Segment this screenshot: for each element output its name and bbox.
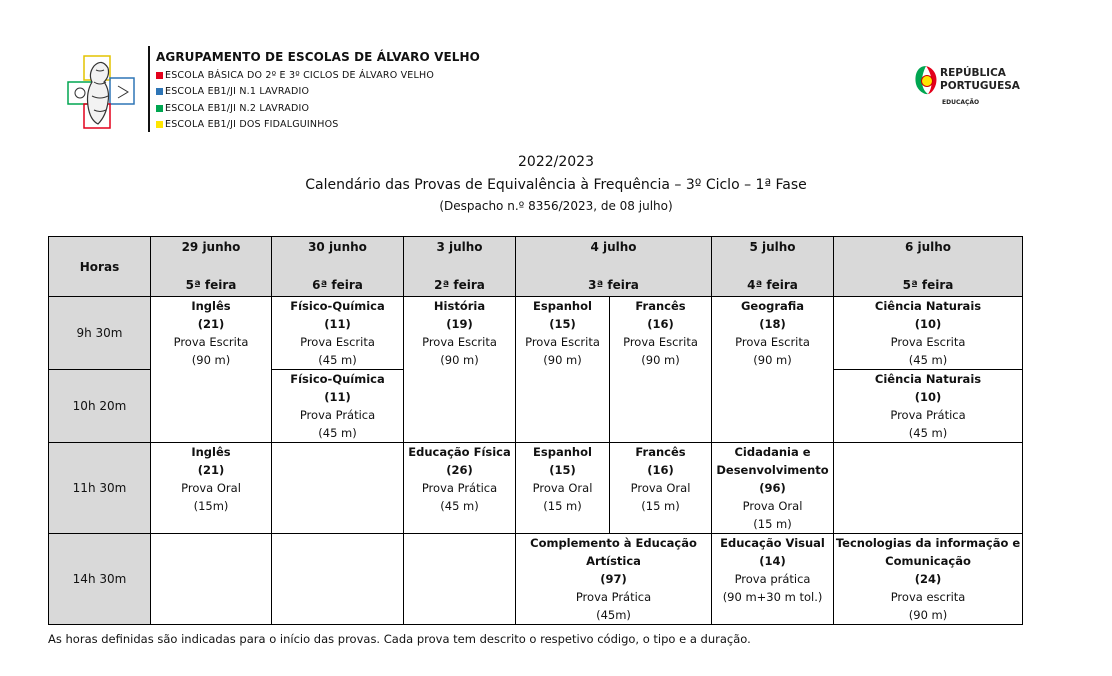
exam-cell: Físico-Química (11) Prova Prática (45 m) <box>272 370 404 443</box>
time-cell: 14h 30m <box>49 534 151 625</box>
school-block <box>156 50 480 133</box>
empty-cell <box>272 534 404 625</box>
yellow-square-icon <box>156 121 163 128</box>
school-line: ESCOLA EB1/JI N.1 LAVRADIO <box>156 84 480 101</box>
exam-cell: Cidadania e Desenvolvimento (96) Prova Oral (15 m) <box>712 443 834 534</box>
school-line: ESCOLA EB1/JI N.2 LAVRADIO <box>156 100 480 117</box>
header-divider <box>148 46 150 132</box>
day-header: 4 julho 3ª feira <box>516 237 712 297</box>
empty-cell <box>151 534 272 625</box>
exam-cell: Ciência Naturais (10) Prova Prática (45 m) <box>834 370 1023 443</box>
green-square-icon <box>156 105 163 112</box>
school-logo <box>66 52 138 130</box>
blue-square-icon <box>156 88 163 95</box>
republica-emblem-icon <box>912 64 940 96</box>
day-header: 5 julho 4ª feira <box>712 237 834 297</box>
day-header: 29 junho 5ª feira <box>151 237 272 297</box>
exam-cell: Espanhol (15) Prova Oral (15 m) <box>516 443 610 534</box>
page-title: Calendário das Provas de Equivalência à Frequência – 3º Ciclo – 1ª Fase <box>305 177 807 193</box>
exam-cell: Inglês (21) Prova Escrita (90 m) <box>151 297 272 443</box>
exam-cell: Francês (16) Prova Escrita (90 m) <box>610 297 712 443</box>
exam-cell: Inglês (21) Prova Oral (15m) <box>151 443 272 534</box>
time-cell: 9h 30m <box>49 297 151 370</box>
red-square-icon <box>156 72 163 79</box>
exam-cell: Geografia (18) Prova Escrita (90 m) <box>712 297 834 443</box>
exam-cell: Educação Visual (14) Prova prática (90 m+30 m tol.) <box>712 534 834 625</box>
footnote: As horas definidas são indicadas para o início das provas. Cada prova tem descrito o respetivo código, o tipo e a duração. <box>48 632 751 646</box>
school-line: ESCOLA EB1/JI DOS FIDALGUINHOS <box>156 117 480 134</box>
republica-logo: REPÚBLICA PORTUGUESA EDUCAÇÃO <box>912 64 940 100</box>
exam-cell: Espanhol (15) Prova Escrita (90 m) <box>516 297 610 443</box>
time-cell: 10h 20m <box>49 370 151 443</box>
hours-header: Horas <box>49 237 151 297</box>
exam-cell: Educação Física (26) Prova Prática (45 m) <box>404 443 516 534</box>
exam-cell: Físico-Química (11) Prova Escrita (45 m) <box>272 297 404 370</box>
empty-cell <box>404 534 516 625</box>
day-header: 30 junho 6ª feira <box>272 237 404 297</box>
day-header: 6 julho 5ª feira <box>834 237 1023 297</box>
empty-cell <box>272 443 404 534</box>
school-year: 2022/2023 <box>518 154 594 170</box>
school-group-name: AGRUPAMENTO DE ESCOLAS DE ÁLVARO VELHO <box>156 50 480 64</box>
exam-cell: Complemento à Educação Artística (97) Prova Prática (45m) <box>516 534 712 625</box>
day-header: 3 julho 2ª feira <box>404 237 516 297</box>
page-subtitle: (Despacho n.º 8356/2023, de 08 julho) <box>439 199 673 213</box>
empty-cell <box>834 443 1023 534</box>
exam-calendar-table <box>48 236 1023 625</box>
exam-cell: Francês (16) Prova Oral (15 m) <box>610 443 712 534</box>
exam-cell: Ciência Naturais (10) Prova Escrita (45 m) <box>834 297 1023 370</box>
school-line: ESCOLA BÁSICA DO 2º E 3º CICLOS DE ÁLVARO VELHO <box>156 67 480 84</box>
time-cell: 11h 30m <box>49 443 151 534</box>
exam-cell: História (19) Prova Escrita (90 m) <box>404 297 516 443</box>
exam-cell: Tecnologias da informação e Comunicação (24) Prova escrita (90 m) <box>834 534 1023 625</box>
